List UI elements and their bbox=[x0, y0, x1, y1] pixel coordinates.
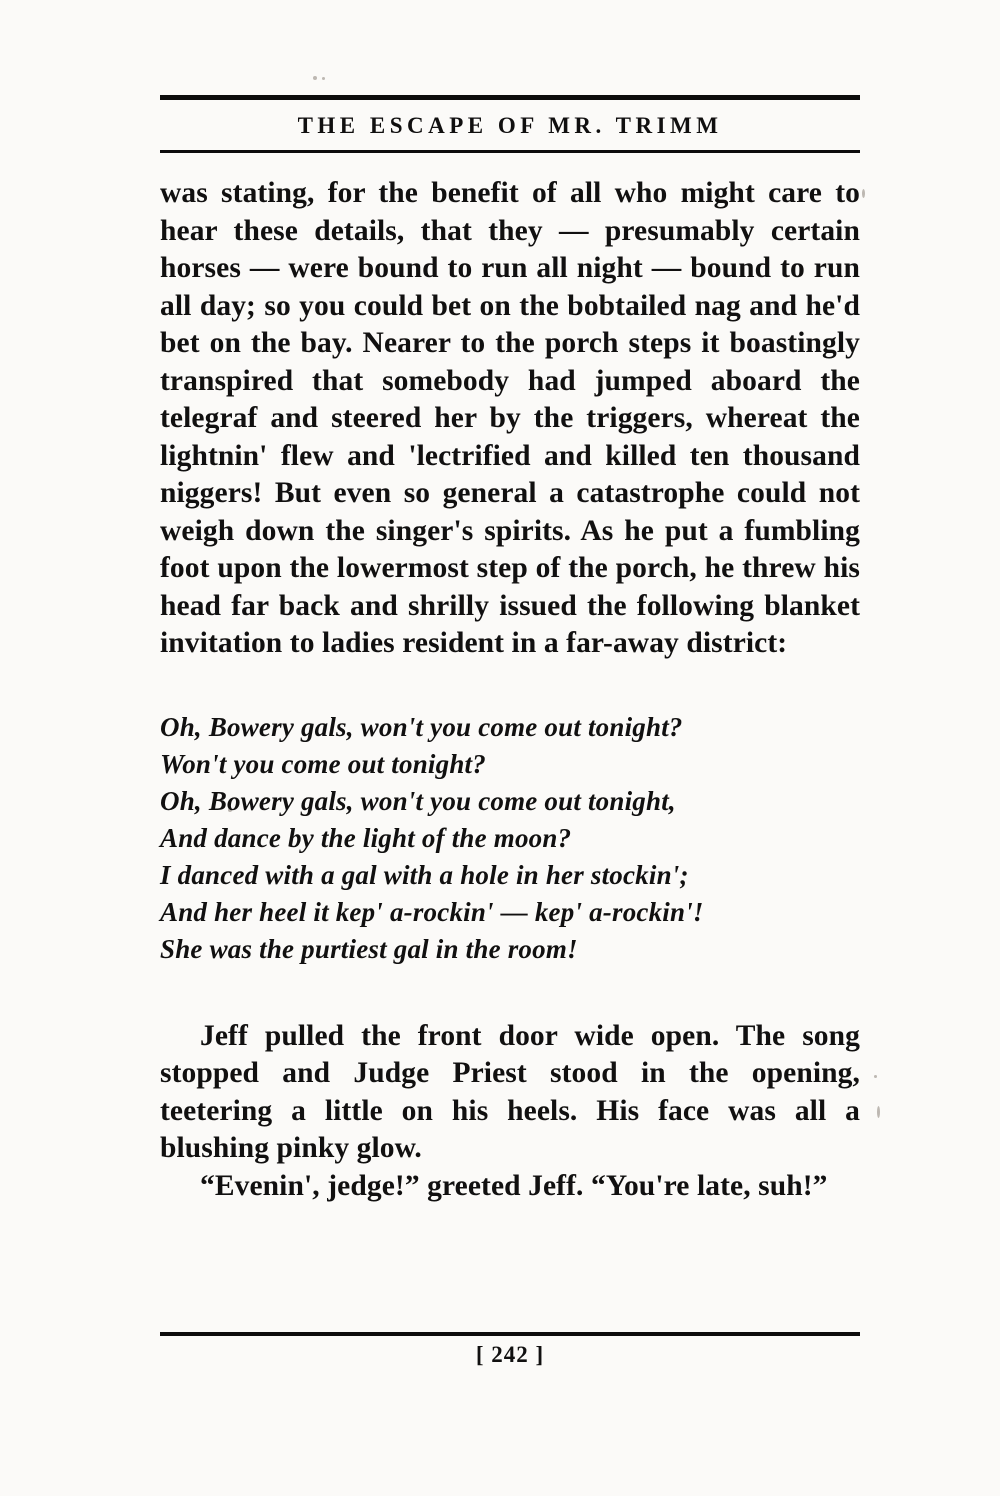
verse-line: I danced with a gal with a hole in her stockin'; bbox=[160, 859, 689, 890]
paragraph: was stating, for the benefit of all who might care to hear these details, that they — presumably certain horses — were bound to run all night — bound to run all day; so you could bet on the bobtailed nag and he'd bet on the bay. Nearer to the porch steps it boastingly transpired that somebody had jumped aboard the telegraf and steered her by the triggers, whereat the lightnin' flew and 'lectrified and killed ten thousand niggers! But even so general a catastrophe could not weigh down the singer's spirits. As he put a fumbling foot upon the lowermost step of the porch, he threw his head far back and shrilly issued the following blanket invitation to ladies resident in a far-away district: bbox=[160, 177, 860, 659]
verse-line: Won't you come out tonight? bbox=[160, 748, 486, 779]
verse-line: She was the purtiest gal in the room! bbox=[160, 933, 578, 964]
paper-speck bbox=[313, 76, 317, 80]
verse-line: And her heel it kep' a-rockin' — kep' a-rockin'! bbox=[160, 896, 704, 927]
footer-rule bbox=[160, 1332, 860, 1336]
paper-speck bbox=[877, 1106, 880, 1118]
paper-speck bbox=[862, 189, 865, 198]
header-rule-bottom bbox=[160, 150, 860, 153]
paper-speck bbox=[322, 77, 325, 80]
verse-line: And dance by the light of the moon? bbox=[160, 822, 572, 853]
paragraph: “Evenin', jedge!” greeted Jeff. “You're late, suh!” bbox=[200, 1169, 828, 1202]
verse-block bbox=[160, 709, 860, 968]
paragraph: Jeff pulled the front door wide open. The song stopped and Judge Priest stood in the opening, teetering a little on his heels. His face was all a blushing pinky glow. bbox=[160, 1019, 860, 1164]
verse-line: Oh, Bowery gals, won't you come out tonight? bbox=[160, 711, 683, 742]
body-text bbox=[160, 175, 860, 663]
running-head: THE ESCAPE OF MR. TRIMM bbox=[297, 113, 723, 138]
page-content bbox=[160, 95, 860, 1205]
paper-speck bbox=[874, 1075, 877, 1078]
closing-text bbox=[160, 1018, 860, 1206]
verse-line: Oh, Bowery gals, won't you come out tonight, bbox=[160, 785, 676, 816]
page-number: [ 242 ] bbox=[475, 1342, 545, 1367]
